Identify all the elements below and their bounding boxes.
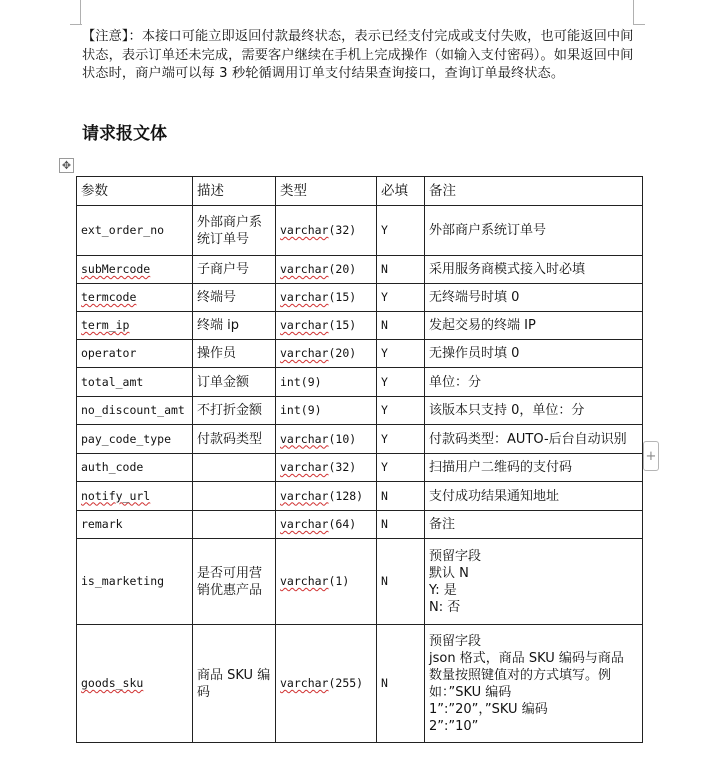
type-cell	[276, 511, 377, 539]
param-name-cell	[77, 454, 193, 482]
table-row	[77, 625, 643, 743]
table-row	[77, 256, 643, 284]
type-cell	[276, 625, 377, 743]
type-cell: int(9)	[276, 397, 377, 425]
type-keyword: varchar	[280, 488, 329, 503]
note-cell	[425, 256, 643, 284]
table-row	[77, 454, 643, 482]
table-row	[77, 425, 643, 454]
section-heading: 请求报文体	[82, 124, 167, 144]
type-cell	[276, 340, 377, 368]
note-line: 无终端号时填 0	[429, 290, 520, 305]
table-row	[77, 539, 643, 625]
param-name-cell	[77, 312, 193, 340]
param-name-cell	[77, 397, 193, 425]
note-cell	[425, 340, 643, 368]
type-length: (32)	[328, 223, 357, 237]
param-name-cell	[77, 284, 193, 312]
param-name: total_amt	[81, 374, 144, 389]
description-cell: 终端 ip	[193, 312, 276, 340]
page-corner-mark	[633, 24, 645, 25]
note-line: 备注	[429, 517, 456, 532]
type-keyword: varchar	[280, 318, 329, 332]
type-keyword: varchar	[280, 223, 329, 237]
param-name: subMercode	[81, 262, 151, 276]
table-row	[77, 284, 643, 312]
description-cell: 是否可用营销优惠产品	[193, 539, 276, 625]
notice-paragraph: 【注意】：本接口可能立即返回付款最终状态，表示已经支付完成或支付失败，也可能返回中间状态，表示订单还未完成，需要客户继续在手机上完成操作（如输入支付密码）。如果返回中间状态时，商户端可以每 3 秒轮循调用订单支付结果查询接口，查询订单最终状态。	[82, 29, 634, 82]
note-cell	[425, 206, 643, 256]
param-name-cell	[77, 482, 193, 511]
param-name: goods_sku	[81, 676, 144, 690]
table-row	[77, 482, 643, 511]
description-cell	[193, 482, 276, 511]
note-line: 如：”SKU 编码	[429, 684, 512, 700]
header-param: 参数	[77, 177, 193, 206]
description-cell: 商品 SKU 编码	[193, 625, 276, 743]
type-cell	[276, 539, 377, 625]
note-cell	[425, 312, 643, 340]
type-keyword: varchar	[280, 460, 329, 474]
type-keyword: varchar	[280, 431, 329, 446]
note-line: 2”:”10”	[429, 718, 479, 734]
note-line: 单位：分	[429, 374, 482, 390]
param-name: is_marketing	[81, 574, 165, 588]
note-cell	[425, 425, 643, 454]
description-cell: 子商户号	[193, 256, 276, 284]
type-length: (15)	[328, 290, 357, 304]
header-required: 必填	[377, 177, 425, 206]
note-line: Y: 是	[429, 582, 457, 598]
param-name-cell	[77, 625, 193, 743]
note-cell	[425, 284, 643, 312]
param-name-cell	[77, 256, 193, 284]
note-line: 1”:”20”，”SKU 编码	[429, 701, 548, 717]
description-cell	[193, 454, 276, 482]
table-row	[77, 511, 643, 539]
param-name: notify_url	[81, 488, 151, 503]
required-cell: Y	[377, 425, 425, 454]
type-length: (128)	[328, 488, 364, 503]
description-cell: 终端号	[193, 284, 276, 312]
type-length: (20)	[328, 262, 357, 276]
required-cell: Y	[377, 397, 425, 425]
table-row	[77, 397, 643, 425]
type-length: (10)	[328, 431, 357, 446]
table-row	[77, 368, 643, 397]
required-cell: Y	[377, 368, 425, 397]
table-row	[77, 206, 643, 256]
type-cell	[276, 206, 377, 256]
param-name: no_discount_amt	[81, 403, 185, 417]
type-cell	[276, 454, 377, 482]
note-line: 付款码类型：AUTO-后台自动识别	[429, 431, 627, 447]
required-cell: Y	[377, 284, 425, 312]
type-cell	[276, 312, 377, 340]
table-body	[77, 206, 643, 743]
required-cell: N	[377, 511, 425, 539]
note-line: 支付成功结果通知地址	[429, 488, 560, 504]
param-name-cell	[77, 539, 193, 625]
page-corner-mark	[633, 0, 634, 24]
type-length: (1)	[328, 574, 350, 588]
required-cell: Y	[377, 454, 425, 482]
note-line: json 格式，商品 SKU 编码与商品	[429, 650, 624, 666]
param-name: term_ip	[81, 318, 130, 332]
note-line: 发起交易的终端 IP	[429, 318, 536, 333]
note-cell	[425, 625, 643, 743]
description-cell: 付款码类型	[193, 425, 276, 454]
type-keyword: varchar	[280, 346, 329, 360]
type-length: (64)	[328, 517, 357, 531]
param-name: auth_code	[81, 460, 144, 474]
type-length: (15)	[328, 318, 357, 332]
type-cell	[276, 425, 377, 454]
page-corner-mark	[80, 0, 81, 24]
required-cell: N	[377, 539, 425, 625]
type-keyword: varchar	[280, 676, 329, 690]
param-name-cell	[77, 340, 193, 368]
type-cell: int(9)	[276, 368, 377, 397]
required-cell: N	[377, 625, 425, 743]
note-cell	[425, 482, 643, 511]
note-line: 默认 N	[429, 565, 469, 581]
description-cell: 外部商户系统订单号	[193, 206, 276, 256]
note-line: 数量按照键值对的方式填写。例	[429, 667, 612, 683]
param-name-cell	[77, 206, 193, 256]
type-length: (32)	[328, 460, 357, 474]
required-cell: Y	[377, 340, 425, 368]
param-name-cell	[77, 368, 193, 397]
table-move-handle-icon[interactable]: ✥	[59, 158, 74, 173]
note-cell	[425, 511, 643, 539]
header-note: 备注	[425, 177, 643, 206]
param-name-cell	[77, 425, 193, 454]
type-length: (20)	[328, 346, 357, 360]
type-keyword: varchar	[280, 574, 329, 588]
note-line: 无操作员时填 0	[429, 346, 520, 361]
required-cell: N	[377, 256, 425, 284]
request-params-table	[76, 176, 643, 743]
param-name: pay_code_type	[81, 431, 172, 446]
add-column-plus-icon[interactable]: +	[643, 441, 659, 471]
note-line: N: 否	[429, 599, 461, 615]
table-row	[77, 340, 643, 368]
note-line: 外部商户系统订单号	[429, 223, 547, 238]
note-line: 扫描用户二维码的支付码	[429, 460, 573, 475]
type-cell	[276, 284, 377, 312]
note-cell	[425, 397, 643, 425]
table-row	[77, 312, 643, 340]
required-cell: N	[377, 312, 425, 340]
type-keyword: varchar	[280, 262, 329, 276]
required-cell: N	[377, 482, 425, 511]
type-keyword: varchar	[280, 517, 329, 531]
param-name: termcode	[81, 290, 137, 304]
description-cell: 不打折金额	[193, 397, 276, 425]
param-name: ext_order_no	[81, 223, 165, 237]
type-cell	[276, 256, 377, 284]
param-name: remark	[81, 517, 123, 531]
note-line: 采用服务商模式接入时必填	[429, 262, 586, 277]
note-cell	[425, 368, 643, 397]
description-cell: 订单金额	[193, 368, 276, 397]
type-cell	[276, 482, 377, 511]
param-name-cell	[77, 511, 193, 539]
required-cell: Y	[377, 206, 425, 256]
description-cell	[193, 511, 276, 539]
note-line: 预留字段	[429, 633, 482, 649]
note-line: 该版本只支持 0，单位：分	[429, 403, 585, 418]
description-cell: 操作员	[193, 340, 276, 368]
type-length: (255)	[328, 676, 364, 690]
header-type: 类型	[276, 177, 377, 206]
header-desc: 描述	[193, 177, 276, 206]
note-cell	[425, 539, 643, 625]
note-cell	[425, 454, 643, 482]
table-header-row	[77, 177, 643, 206]
note-line: 预留字段	[429, 548, 482, 564]
page-corner-mark	[70, 24, 82, 25]
param-name: operator	[81, 346, 137, 360]
type-keyword: varchar	[280, 290, 329, 304]
